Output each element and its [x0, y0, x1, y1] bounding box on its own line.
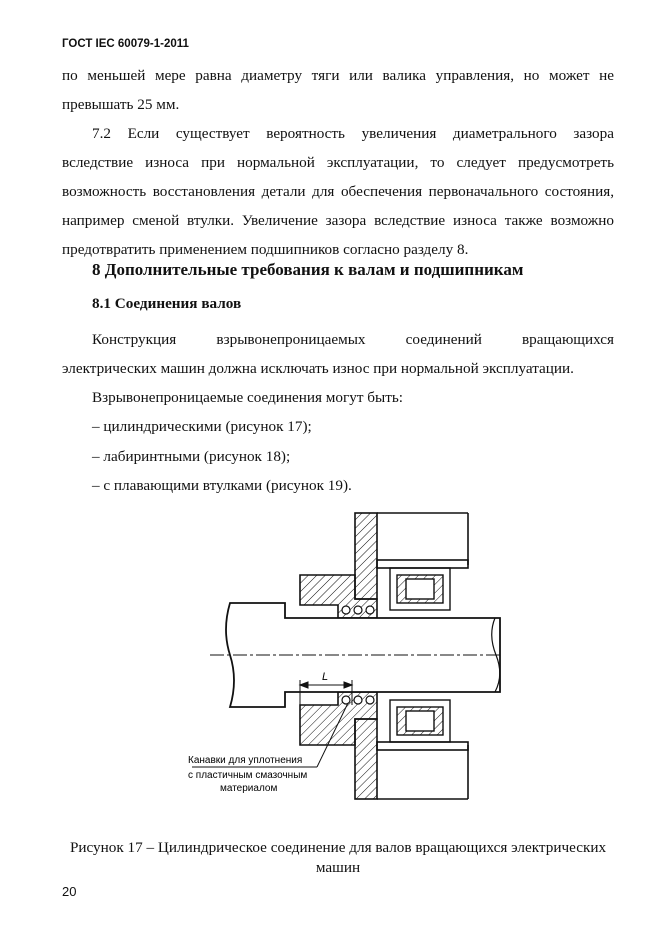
paragraph-line: возможность восстановления детали для обеспечения первоначального состояния,: [62, 183, 614, 200]
paragraph-line: предотвратить применением подшипников согласно разделу 8.: [62, 241, 469, 258]
list-item: – с плавающими втулками (рисунок 19).: [92, 477, 352, 494]
annotation-line: материалом: [220, 783, 278, 794]
bearing-top: [390, 568, 450, 610]
paragraph-line: например сменой втулки. Увеличение зазора вследствие износа также возможно: [62, 212, 614, 229]
paragraph-line: по меньшей мере равна диаметру тяги или валика управления, но может не: [62, 67, 614, 84]
bearing-bottom: [390, 700, 450, 742]
list-item: – цилиндрическими (рисунок 17);: [92, 418, 312, 435]
list-item: – лабиринтными (рисунок 18);: [92, 448, 291, 465]
paragraph-line: электрических машин должна исключать износ при нормальной эксплуатации.: [62, 360, 574, 377]
caption-line: Рисунок 17 – Цилиндрическое соединение для валов вращающихся электрических: [69, 839, 607, 856]
paragraph-7-2: [62, 119, 614, 264]
paragraph-line: превышать 25 мм.: [62, 96, 180, 113]
types-intro: Взрывонепроницаемые соединения могут быть:: [92, 389, 403, 406]
paragraph-construction: [62, 325, 614, 383]
dimension-label: L: [322, 671, 329, 683]
figure-caption: [62, 838, 614, 878]
subsection-title: 8.1 Соединения валов: [92, 295, 242, 312]
annotation-line: с пластичным смазочным: [188, 770, 308, 781]
paragraph-intro: [62, 61, 614, 119]
figure-cylindrical-joint: [188, 505, 500, 825]
caption-line: машин: [315, 859, 361, 876]
paragraph-line: Конструкция взрывонепроницаемых соединений вращающихся: [92, 331, 614, 348]
paragraph-line: 7.2 Если существует вероятность увеличения диаметрального зазора: [92, 125, 614, 142]
paragraph-line: вследствие износа при нормальной эксплуатации, то следует предусмотреть: [62, 154, 614, 171]
joint-drawing: [188, 505, 500, 825]
annotation-line: Канавки для уплотнения: [188, 755, 303, 766]
section-title: 8 Дополнительные требования к валам и подшипникам: [92, 260, 524, 279]
document-header: ГОСТ IEC 60079-1-2011: [62, 38, 189, 50]
page-number: 20: [62, 884, 77, 899]
